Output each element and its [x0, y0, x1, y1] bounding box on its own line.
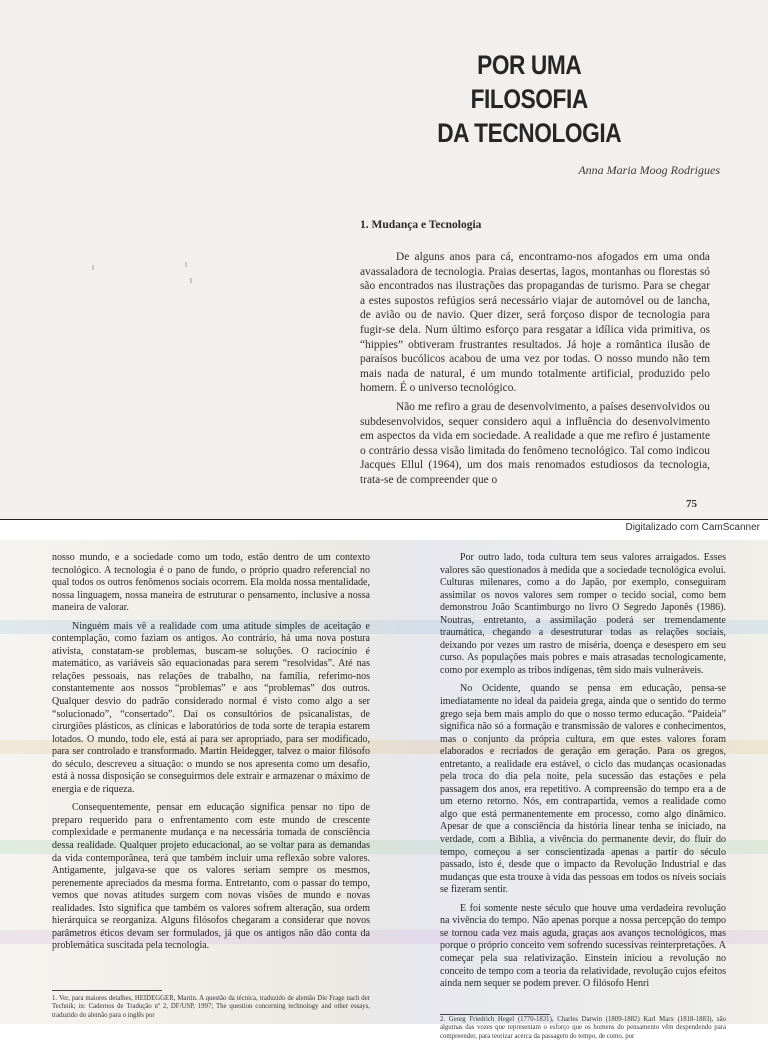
scan-speck: [190, 278, 192, 283]
paragraph: Ninguém mais vê a realidade com uma atitude simples de aceitação e contemplação, como faziam os antigos. Ao contrário, há uma nova postura ativista, constatam-se problemas, buscam-se soluções. O raciocínio é matemático, as variáveis são equacionadas para serem “resolvidas”. Até nas relações pessoais, nas relações de trabalho, na família, referimo-nos constantemente aos nossos “problemas” e aos “problemas” dos outros. Qualquer desvio do padrão considerado normal é visto como algo a ser “solucionado”, “consertado”. Daí os consultórios de psicanalistas, de cirurgiões plásticos, as clínicas e laboratórios de toda sorte de terapia estarem lotados. O mundo, todo ele, está aí para ser apropriado, para ser modificado, para ser controlado e transformado. Martin Heidegger, talvez o maior filósofo do século, descreveu a situação: o mundo se nos apresenta como um desafio, está à nossa disposição se conseguirmos dele extrair e armazenar o máximo de energia e de riqueza.: [52, 620, 370, 795]
page-number: 75: [686, 498, 697, 510]
paragraph: Por outro lado, toda cultura tem seus valores arraigados. Esses valores são questionados à medida que a sociedade tecnológica evolui. Culturas milenares, como a do Japão, por exemplo, conseguiram assimilar os novos valores sem romper o tecido social, como bem demonstrou João Scantimburgo no livro O Segredo Japonês (1986). Noutras, entretanto, a assimilação poderá ser tremendamente traumática, chegando a desestruturar todas as relações sociais, deixando por vezes um rastro de miséria, doença e desespero em seu curso. As populações mais pobres e mais atrasadas tecnologicamente, como por exemplo as tribos indígenas, têm sido mais vulneráveis.: [440, 552, 726, 676]
footnote-left: 1. Ver, para maiores detalhes, HEIDEGGER, Martin. A questão da técnica, traduzido de alemão Die Frage nach der Technik; in: Cadernos de Tradução nº 2, DF/USP, 1997; The question concerning technology and other essays, traduzido do alemão para o inglês por: [52, 995, 370, 1019]
author-name: Anna Maria Moog Rodrigues: [578, 163, 720, 177]
article-title: [420, 48, 638, 150]
top-page-body: [360, 250, 710, 488]
footnote-rule: [52, 990, 162, 991]
paragraph: No Ocidente, quando se pensa em educação, pensa-se imediatamente no ideal da paideia grega, ainda que o sentido do termo grego seja bem mais amplo do que o nosso termo educação. “Paideia” significa não só a formação e transmissão de valores e conhecimentos, mas o conjunto da própria cultura, em que estes valores foram elaborados e recriados de geração em geração. Para os gregos, entretanto, a realidade era estável, o ciclo das mudanças ocasionadas pela troca do dia pela noite, pela sucessão das estações e pela passagem dos anos, era repetitivo. A compreensão do tempo era a de um eterno retorno. Nós, em contrapartida, vemos a realidade como algo que está permanentemente em processo, como algo dinâmico. Apesar de que a consciência da história linear tenha se iniciado, na verdade, com a Bíblia, a vivência do permanente devir, do fluir do tempo, começou a ser conscientizada apenas a partir do século passado, isto é, desde que o impacto da Revolução Industrial e das mudanças que esta trouxe à vida das pessoas em todos os níveis sociais se fizeram sentir.: [440, 683, 726, 896]
footnote-right: 2. Georg Friedrich Hegel (1770-1831), Charles Darwin (1809-1882) Karl Marx (1818-1883), são algumas das vozes que representam o esforço que os homens do pensamento vêm despendendo para compreender, para teorizar acerca da passagem do tempo, de como, por: [440, 1016, 726, 1040]
page-divider: [0, 519, 768, 520]
section-heading: 1. Mudança e Tecnologia: [360, 219, 482, 231]
paragraph: De alguns anos para cá, encontramo-nos afogados em uma onda avassaladora de tecnologia. Praias desertas, lagos, montanhas ou florestas só são encontrados nas ilustrações das propagandas de turismo. Para se chegar a estes supostos refúgios será necessário viajar de automóvel ou de lancha, de avião ou de navio. Quer dizer, será forçoso dispor de tecnologia para fugir-se dela. Num último esforço para resgatar a idílica vida primitiva, os “hippies” obtiveram frustrantes resultados. Já hoje a romântica ilusão de paraísos bucólicos acabou de uma vez por todas. O nosso mundo não tem mais nada de natural, é um mundo totalmente artificial, produzido pelo homem. É o universo tecnológico.: [360, 251, 710, 395]
scan-speck: [92, 265, 94, 270]
footnote-rule: [440, 1014, 550, 1015]
paragraph: Consequentemente, pensar em educação significa pensar no tipo de preparo requerido para o enfrentamento com este mundo de crescente complexidade e permanente mudança e na necessária tomada de consciência dessa realidade. Qualquer projeto educacional, ao se voltar para as demandas da vida contemporânea, terá que também incluir uma reflexão sobre valores. Antigamente, julgava-se que os valores seriam sempre os mesmos, perenemente apreciados da mesma forma. Entretanto, com o passar do tempo, vemos que novas atitudes surgem com novas visões de mundo e novas realidades. Isto significa que também os valores sofrem alteração, sua ordem hierárquica se reorganiza. Alguns filósofos chegaram a considerar que novos parâmetros éticos devam ser formulados, já que os antigos não dão conta da problemática suscitada pela tecnologia.: [52, 802, 370, 952]
article-title-line1: POR UMA FILOSOFIA: [470, 50, 588, 114]
scan-speck: [185, 262, 187, 267]
article-title-line2: DA TECNOLOGIA: [437, 118, 622, 148]
left-column: [52, 552, 370, 953]
right-column: [440, 552, 726, 991]
paragraph: E foi somente neste século que houve uma verdadeira revolução na vivência do tempo. Não apenas porque a nossa percepção do tempo se tornou cada vez mais aguda, graças aos avanços tecnológicos, mas porque o próprio conceito vem sofrendo sucessivas reinterpretações. A começar pela sua relativização. Einstein iniciou a revolução no conceito de tempo com a teoria da relatividade, revolução cujos efeitos ainda nem sequer se podem prever. O filósofo Henri: [440, 902, 726, 990]
scanner-watermark: Digitalizado com CamScanner: [625, 522, 760, 533]
paragraph: nosso mundo, e a sociedade como um todo, estão dentro de um contexto tecnológico. A tecnologia é o pano de fundo, o próprio quadro referencial no qual todos os outros fenômenos sociais ocorrem. Ela molda nossa mentalidade, nossa linguagem, nossa maneira de estruturar o pensamento, inclusive a nossa maneira de valorar.: [52, 552, 370, 614]
paragraph: Não me refiro a grau de desenvolvimento, a países desenvolvidos ou subdesenvolvidos, sequer considero aqui a influência do desenvolvimento em aspectos da vida em sociedade. A realidade a que me refiro é justamente o contrário dessa visão limitada do fenômeno tecnológico. Tal como indicou Jacques Ellul (1964), um dos mais renomados estudiosos da tecnologia, trata-se de compreender que o: [360, 400, 710, 486]
